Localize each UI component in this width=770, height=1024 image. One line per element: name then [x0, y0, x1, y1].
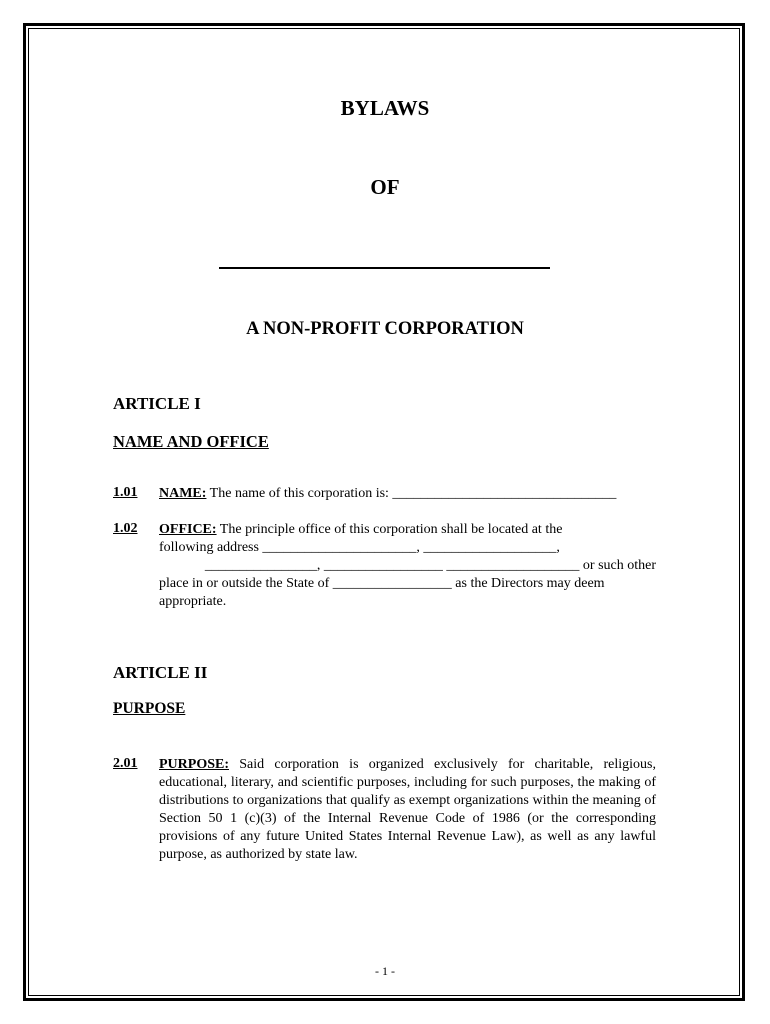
article-1-heading: NAME AND OFFICE: [113, 432, 269, 451]
corporation-name-blank-line[interactable]: [219, 267, 550, 269]
section-1-02-label: OFFICE:: [159, 522, 217, 537]
section-2-01-label: PURPOSE:: [159, 757, 229, 772]
page-number: - 1 -: [375, 964, 395, 978]
section-1-01-label: NAME:: [159, 486, 207, 501]
section-1-02-paragraph: [159, 521, 656, 611]
section-1-01-number: 1.01: [113, 485, 138, 500]
section-2-01-text: Said corporation is organized exclusively for charitable, religious, educational, literary, and scientific purposes, including for such purposes, the making of distributions to organizations that qualify as exempt organizations within the meaning of Section 50 1 (c)(3) of the Internal Revenue Code of 1986 (or the corresponding provisions of any future United States Internal Revenue Law), as well as any lawful purpose, as authorized by state law.: [159, 757, 656, 862]
section-2-01-number: 2.01: [113, 756, 138, 771]
article-1-title: ARTICLE I: [113, 394, 201, 413]
section-1-01-paragraph: [159, 485, 656, 503]
section-1-02-line-3[interactable]: ________________, _________________ ___________________ or such other: [204, 558, 656, 573]
section-1-01-text[interactable]: The name of this corporation is: ________________________________: [206, 486, 617, 501]
document-subtitle: OF: [370, 175, 400, 199]
corporation-type: A NON-PROFIT CORPORATION: [246, 319, 524, 339]
document-title: BYLAWS: [340, 96, 430, 120]
article-2-heading: PURPOSE: [113, 700, 186, 717]
article-2-title: ARTICLE II: [113, 663, 208, 682]
section-1-02-line-2[interactable]: following address ______________________, ___________________,: [159, 540, 560, 555]
section-2-01-paragraph: [159, 756, 656, 864]
section-1-02-line-5: appropriate.: [159, 594, 227, 609]
section-1-02-line-1: The principle office of this corporation shall be located at the: [216, 522, 563, 537]
section-1-02-number: 1.02: [113, 521, 138, 536]
section-1-02-line-4[interactable]: place in or outside the State of _________________ as the Directors may deem: [159, 576, 605, 591]
